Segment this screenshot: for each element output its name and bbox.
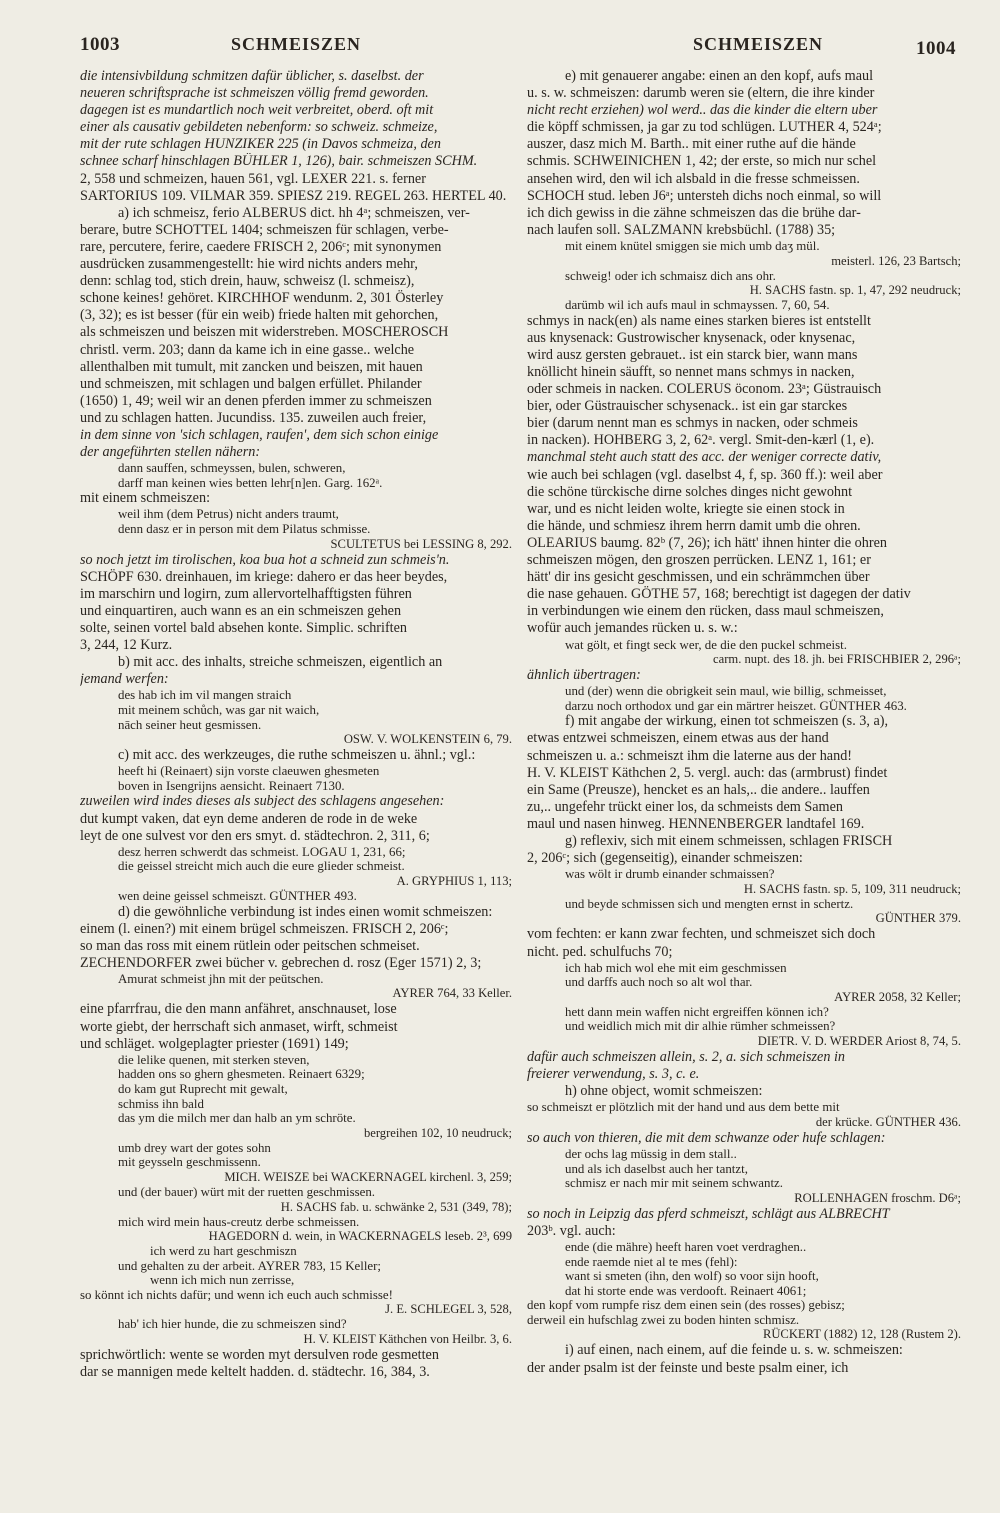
text-line: hadden ons so ghern ghesmeten. Reinaert 6329;: [118, 1067, 365, 1082]
text-line: der angeführten stellen nähern:: [80, 444, 261, 461]
text-line: was wölt ir drumb einander schmaissen?: [565, 867, 775, 882]
text-line: manchmal steht auch statt des acc. der weniger correcte dativ,: [527, 449, 882, 466]
text-line: in dem sinne von 'sich schlagen, raufen', dem sich schon einige: [80, 426, 439, 443]
text-line: ende (die mähre) heeft haren voet verdraghen..: [565, 1239, 807, 1254]
text-line: (3, 32); es ist besser (für ein weib) friede halten mit gehorchen,: [80, 307, 439, 324]
text-line: dat hi storte ende was verdooft. Reinaert 4061;: [565, 1283, 807, 1298]
text-line: allenthalben mit tumult, mit zancken und beiszen, mit hauen: [80, 358, 423, 375]
text-line: einer als causativ gebildeten nebenform: so schweiz. schmeize,: [80, 119, 438, 136]
text-line: in verbindungen wie einem den rücken, dass maul schmeiszen,: [527, 603, 884, 620]
text-line: war, und es nicht leiden wolte, kriegte sie einen stock in: [527, 500, 845, 517]
text-line: des hab ich im vil mangen straich: [118, 688, 292, 703]
text-line: wie auch bei schlagen (vgl. daselbst 4, f, sp. 360 ff.): weil aber: [527, 466, 883, 483]
text-line: derweil ein hufschlag zwei zu boden hinten schmisz.: [527, 1312, 800, 1327]
text-line: 2, 558 und schmeizen, hauen 561, vgl. LEXER 221. s. ferner: [80, 170, 426, 187]
text-line: das ym die milch mer dan halb an ym schröte.: [118, 1111, 356, 1126]
text-line: und als ich daselbst auch her tantzt,: [565, 1161, 748, 1176]
text-line: knöllicht hinein säufft, so nennet mans schmys in nacken,: [527, 364, 855, 380]
text-line: und gehalten zu der arbeit. AYRER 783, 15 Keller;: [118, 1258, 382, 1273]
text-line: heeft hi (Reinaert) sijn vorste claeuwen ghesmeten: [118, 764, 380, 779]
text-line: vom fechten: er kann zwar fechten, und schmeiszet sich doch: [527, 926, 876, 943]
text-line: mit geysseln geschmissenn.: [118, 1155, 261, 1170]
text-line: meisterl. 126, 23 Bartsch;: [831, 253, 961, 268]
text-line: desz herren schwerdt das schmeist. LOGAU 1, 231, 66;: [118, 844, 406, 859]
text-line: nāch seiner heut gesmissen.: [118, 717, 262, 732]
text-line: dar se mannigen mede keltelt hadden. d. städtechr. 16, 384, 3.: [80, 1364, 430, 1381]
text-line: solte, seinen vortel bald absehen konte. Simplic. schriften: [80, 620, 408, 636]
text-line: a) ich schmeisz, ferio ALBERUS dict. hh 4ᵃ; schmeiszen, ver-: [118, 204, 470, 221]
text-line: so auch von thieren, die mit dem schwanze oder hufe schlagen:: [527, 1129, 886, 1146]
text-line: neueren schriftsprache ist schmeiszen völlig fremd geworden.: [80, 85, 429, 102]
text-line: mit einem schmeiszen:: [80, 490, 211, 507]
text-line: im marschirn und logirn, zum allervortelhafftigsten führen: [80, 585, 412, 602]
text-line: ende raemde niet al te mes (fehl):: [565, 1254, 738, 1269]
left-column: [80, 68, 512, 1381]
text-line: zuweilen wird indes dieses als subject des schlagens angesehen:: [80, 793, 445, 810]
text-line: wat gölt, et fingt seck wer, de die den puckel schmeist.: [565, 637, 847, 652]
text-line: ROLLENHAGEN froschm. D6ᵃ;: [794, 1190, 961, 1205]
text-line: GÜNTHER 379.: [875, 911, 961, 926]
text-line: wofür auch jemandes rücken u. s. w.:: [527, 620, 738, 637]
text-line: schnee scharf hinschlagen BÜHLER 1, 126), bair. schmeiszen SCHM.: [80, 153, 478, 170]
text-line: und schmeiszen, mit schlagen und balgen erfüllet. Philander: [80, 375, 422, 392]
text-line: ein Same (Preusze), hencket es an hals,.. die andere.. lauffen: [527, 781, 870, 798]
text-line: schmys in nack(en) als name eines starken bieres ist entstellt: [527, 312, 871, 329]
text-line: ZECHENDORFER zwei bücher v. gebrechen d. rosz (Eger 1571) 2, 3;: [80, 954, 482, 971]
text-line: mit einem knütel smiggen sie mich umb daʒ mül.: [565, 238, 820, 253]
text-line: (1650) 1, 49; weil wir an denen pferden immer zu schmeiszen: [80, 392, 432, 409]
page-number-left: 1003: [80, 34, 120, 55]
text-line: SCHOCH stud. leben J6ᵃ; untersteh dichs noch einmal, so will: [527, 187, 882, 204]
text-line: schmeiszen mögen, den groszen perrücken. LENZ 1, 161; er: [527, 552, 871, 569]
text-line: mit der rute schlagen HUNZIKER 225 (in Davos schmeiza, den: [80, 136, 441, 153]
text-line: und zu schlagen hatten. Jucundiss. 135. zuweilen auch freier,: [80, 409, 427, 426]
text-line: und schläget. wolgeplagter priester (1691) 149;: [80, 1035, 349, 1052]
text-line: schmiss ihn bald: [118, 1096, 204, 1111]
text-line: mich wird mein haus-creutz derbe schmeissen.: [118, 1214, 360, 1229]
text-line: dut kumpt vaken, dat eyn deme anderen de rode in de weke: [80, 810, 418, 827]
text-line: ich werd zu hart geschmiszn: [150, 1244, 297, 1259]
text-line: carm. nupt. des 18. jh. bei FRISCHBIER 2, 296ᵃ;: [713, 652, 961, 667]
text-line: SCHÖPF 630. dreinhauen, im kriege: dahero er das heer beydes,: [80, 568, 448, 585]
text-line: u. s. w. schmeiszen: darumb weren sie (eltern, die ihre kinder: [527, 85, 875, 102]
text-line: wird ausz gersten gebrauet.. ist ein starck bier, wann mans: [527, 346, 858, 363]
text-line: AYRER 764, 33 Keller.: [392, 986, 512, 1001]
text-line: want si smeten (ihn, den wolf) so voor sijn hooft,: [565, 1269, 819, 1284]
text-line: berare, butre SCHOTTEL 1404; schmeiszen für schlagen, verbe-: [80, 221, 449, 238]
text-line: boven in Isengrijns aensicht. Reinaert 7130.: [118, 778, 345, 793]
text-line: A. GRYPHIUS 1, 113;: [396, 873, 512, 888]
text-line: die lelike quenen, mit sterken steven,: [118, 1052, 310, 1067]
text-line: weil ihm (dem Petrus) nicht anders traumt,: [118, 507, 339, 522]
text-line: f) mit angabe der wirkung, einen tot schmeiszen (s. 3, a),: [565, 713, 889, 730]
text-line: auszer, dasz mich M. Barth.. mit einer ruthe auf die hände: [527, 136, 856, 153]
text-line: H. SACHS fastn. sp. 1, 47, 292 neudruck;: [749, 283, 961, 298]
text-line: hab' ich hier hunde, die zu schmeiszen sind?: [118, 1317, 347, 1332]
text-line: OLEARIUS baumg. 82ᵇ (7, 26); ich hätt' ihnen hinter die ohren: [527, 534, 887, 551]
text-line: die nase gehauen. GÖTHE 57, 168; berechtigt ist dagegen der dativ: [527, 586, 911, 603]
page-header: [0, 34, 1000, 64]
text-line: nicht. ped. schulfuchs 70;: [527, 943, 673, 960]
text-line: so man das ross mit einem rütlein oder peitschen schmeiset.: [80, 937, 420, 954]
text-line: umb drey wart der gotes sohn: [118, 1140, 271, 1155]
text-line: und darffs auch noch so alt wol thar.: [565, 975, 753, 990]
text-line: do kam gut Ruprecht mit gewalt,: [118, 1081, 288, 1096]
text-line: die hände, und schmiesz ihrem herrn damit umb die ohren.: [527, 517, 861, 534]
text-line: schone keines! gehöret. KIRCHHOF wendunm. 2, 301 Österley: [80, 290, 444, 307]
text-line: RÜCKERT (1882) 12, 128 (Rustem 2).: [762, 1327, 961, 1342]
text-line: zu,.. ungefehr trückt einer los, da schmeists dem Samen: [527, 798, 843, 815]
text-line: dafür auch schmeiszen allein, s. 2, a. sich schmeiszen in: [527, 1048, 845, 1065]
text-line: wenn ich mich nun zerrisse,: [150, 1273, 295, 1288]
text-line: DIETR. V. D. WERDER Ariost 8, 74, 5.: [757, 1033, 961, 1048]
text-line: OSW. V. WOLKENSTEIN 6, 79.: [343, 732, 512, 747]
text-line: rare, percutere, ferire, caedere FRISCH 2, 206ᶜ; mit synonymen: [80, 238, 442, 255]
right-column: [527, 68, 961, 1377]
text-line: SARTORIUS 109. VILMAR 359. SPIESZ 219. REGEL 263. HERTEL 40.: [80, 187, 507, 204]
text-line: so schmeiszt er plötzlich mit der hand und aus dem bette mit: [527, 1100, 840, 1115]
text-line: der ander psalm ist der feinste und beste psalm einer, ich: [527, 1359, 849, 1376]
text-line: e) mit genauerer angabe: einen an den kopf, aufs maul: [565, 68, 874, 84]
text-line: leyt de one sulvest vor den ers smyt. d. städtechron. 2, 311, 6;: [80, 827, 430, 844]
text-line: hett dann mein waffen nicht ergreiffen können ich?: [565, 1004, 829, 1019]
text-line: ausdrücken zusammengestellt: hie wird nichts anders mehr,: [80, 256, 418, 273]
text-line: die geissel streicht mich auch die eure glieder schmeist.: [118, 859, 405, 874]
text-line: Amurat schmeist jhn mit der peütschen.: [118, 971, 324, 986]
text-line: darff man keinen wies betten lehr[n]en. Garg. 162ᵃ.: [118, 475, 383, 490]
text-line: ansehen wird, den wil ich alsbald in die fresse schmeissen.: [527, 170, 860, 187]
text-line: wen deine geissel schmeiszt. GÜNTHER 493.: [118, 888, 357, 903]
text-line: und weidlich mich mit dir alhie rümher schmeissen?: [565, 1019, 836, 1034]
text-line: den kopf vom rumpfe risz dem einen sein (des rosses) gebisz;: [527, 1298, 845, 1313]
text-line: AYRER 2058, 32 Keller;: [834, 989, 961, 1004]
text-line: ähnlich übertragen:: [527, 667, 641, 684]
text-line: 3, 244, 12 Kurz.: [80, 637, 173, 654]
text-line: dagegen ist es mundartlich noch weit verbreitet, oberd. oft mit: [80, 102, 434, 119]
text-line: HAGEDORN d. wein, in WACKERNAGELS leseb. 2³, 699: [208, 1229, 512, 1244]
text-line: H. SACHS fab. u. schwänke 2, 531 (349, 78);: [280, 1199, 512, 1214]
text-line: b) mit acc. des inhalts, streiche schmeiszen, eigentlich an: [118, 654, 443, 671]
text-line: d) die gewöhnliche verbindung ist indes einen womit schmeiszen:: [118, 903, 493, 920]
text-line: ich dich gewiss in die zähne schmeiszen das die brühe dar-: [527, 204, 861, 221]
text-line: dann sauffen, schmeyssen, bulen, schweren,: [118, 461, 346, 476]
text-line: aus knysenack: Gustrowischer knysenack, oder knysenac,: [527, 329, 856, 346]
text-line: H. V. KLEIST Käthchen von Heilbr. 3, 6.: [303, 1332, 512, 1347]
text-line: und (der) wenn die obrigkeit sein maul, wie billig, schmeisset,: [565, 684, 887, 699]
text-line: ich hab mich wol ehe mit eim geschmissen: [565, 960, 787, 975]
text-line: i) auf einen, nach einem, auf die feinde u. s. w. schmeiszen:: [565, 1342, 903, 1359]
text-line: schmis. SCHWEINICHEN 1, 42; der erste, so mich nur schel: [527, 153, 877, 170]
text-line: denn: schlag tod, stich drein, hauw, schweisz (l. schmeisz),: [80, 273, 415, 290]
text-line: und beyde schmissen sich und mengten ernst in schertz.: [565, 896, 854, 911]
column-headword-right: SCHMEISZEN: [693, 34, 824, 54]
text-line: freierer verwendung, s. 3, c. e.: [527, 1066, 700, 1083]
text-line: bier, oder Güstrauischer schysenack.. ist ein gar starckes: [527, 398, 848, 415]
text-line: eine pfarrfrau, die den mann anfähret, anschnauset, lose: [80, 1001, 397, 1018]
text-line: denn dasz er in person mit dem Pilatus schmisse.: [118, 522, 371, 537]
text-line: hätt' dir ins gesicht geschmissen, und ein schrämmchen über: [527, 569, 870, 586]
text-line: H. SACHS fastn. sp. 5, 109, 311 neudruck;: [743, 881, 961, 896]
text-line: sprichwörtlich: wente se worden myt dersulven rode gesmetten: [80, 1347, 439, 1364]
text-line: 203ᵇ. vgl. auch:: [527, 1222, 616, 1239]
text-line: so noch in Leipzig das pferd schmeiszt, schlägt aus ALBRECHT: [527, 1205, 890, 1222]
text-line: als schmeiszen und beiszen mit widerstreben. MOSCHEROSCH: [80, 324, 449, 341]
text-line: schmeiszen u. a.: schmeiszt ihm die laterne aus der hand!: [527, 747, 853, 764]
text-line: so noch jetzt im tirolischen, koa bua hot a schneid zun schmeis'n.: [80, 551, 450, 568]
text-line: etwas entzwei schmeiszen, einem etwas aus der hand: [527, 730, 829, 747]
text-line: der ochs lag müssig in dem stall..: [565, 1146, 737, 1161]
text-line: schweig! oder ich schmaisz dich ans ohr.: [565, 268, 776, 283]
text-line: nicht recht erziehen) wol werd.. das die kinder die eltern uber: [527, 102, 878, 119]
text-line: maul und nasen hinweg. HENNENBERGER landtafel 169.: [527, 815, 865, 832]
text-line: bier (darum nennt man es schmys in nacken, oder schmeis: [527, 415, 858, 432]
text-line: H. V. KLEIST Käthchen 2, 5. vergl. auch: das (armbrust) findet: [527, 764, 888, 781]
text-line: darzu noch orthodox und gar ein märtrer heiszet. GÜNTHER 463.: [565, 698, 907, 713]
text-line: einem (l. einen?) mit einem brügel schmeiszen. FRISCH 2, 206ᶜ;: [80, 920, 449, 937]
text-line: bergreihen 102, 10 neudruck;: [363, 1125, 512, 1140]
text-line: der krücke. GÜNTHER 436.: [815, 1114, 961, 1129]
text-line: h) ohne object, womit schmeiszen:: [565, 1083, 763, 1100]
text-line: mit meinem schůch, was gar nit waich,: [118, 702, 320, 717]
text-line: die köpff schmissen, ja gar zu tod schlügen. LUTHER 4, 524ᵃ;: [527, 119, 882, 136]
text-line: g) reflexiv, sich mit einem schmeissen, schlagen FRISCH: [565, 833, 893, 850]
text-line: c) mit acc. des werkzeuges, die ruthe schmeiszen u. ähnl.; vgl.:: [118, 747, 476, 764]
text-line: darümb wil ich aufs maul in schmayssen. 7, 60, 54.: [565, 298, 830, 313]
text-line: MICH. WEISZE bei WACKERNAGEL kirchenl. 3, 259;: [224, 1169, 512, 1184]
text-line: die schöne türckische dirne solches dinges nicht gewohnt: [527, 483, 853, 500]
text-line: und (der bauer) würt mit der ruetten geschmissen.: [118, 1184, 376, 1199]
text-line: in nacken). HOHBERG 3, 2, 62ᵃ. vergl. Smit-den-kærl (1, e).: [527, 432, 875, 449]
text-line: christl. verm. 203; dann da kame ich in eine gasse.. welche: [80, 341, 415, 358]
column-headword-left: SCHMEISZEN: [231, 34, 362, 54]
page-number-right: 1004: [916, 38, 956, 59]
text-line: und einquartiren, auch wann es an ein schmeiszen gehen: [80, 602, 402, 619]
text-line: worte giebt, der herrschaft sich anmaset, wirft, schmeist: [80, 1018, 398, 1035]
text-line: so könnt ich nichts dafür; und wenn ich euch auch schmisse!: [80, 1287, 393, 1302]
text-line: J. E. SCHLEGEL 3, 528,: [385, 1302, 512, 1317]
text-line: 2, 206ᶜ; sich (gegenseitig), einander schmeiszen:: [527, 850, 803, 867]
text-line: nach laufen soll. SALZMANN krebsbüchl. (1788) 35;: [527, 221, 836, 238]
text-line: schmisz er nach mir mit seinem schwantz.: [565, 1176, 784, 1191]
text-line: die intensivbildung schmitzen dafür üblicher, s. daselbst. der: [80, 68, 424, 84]
text-line: oder schmeis in nacken. COLERUS öconom. 23ᵃ; Güstrauisch: [527, 381, 882, 398]
text-line: jemand werfen:: [80, 671, 169, 688]
text-line: SCULTETUS bei LESSING 8, 292.: [330, 536, 512, 551]
